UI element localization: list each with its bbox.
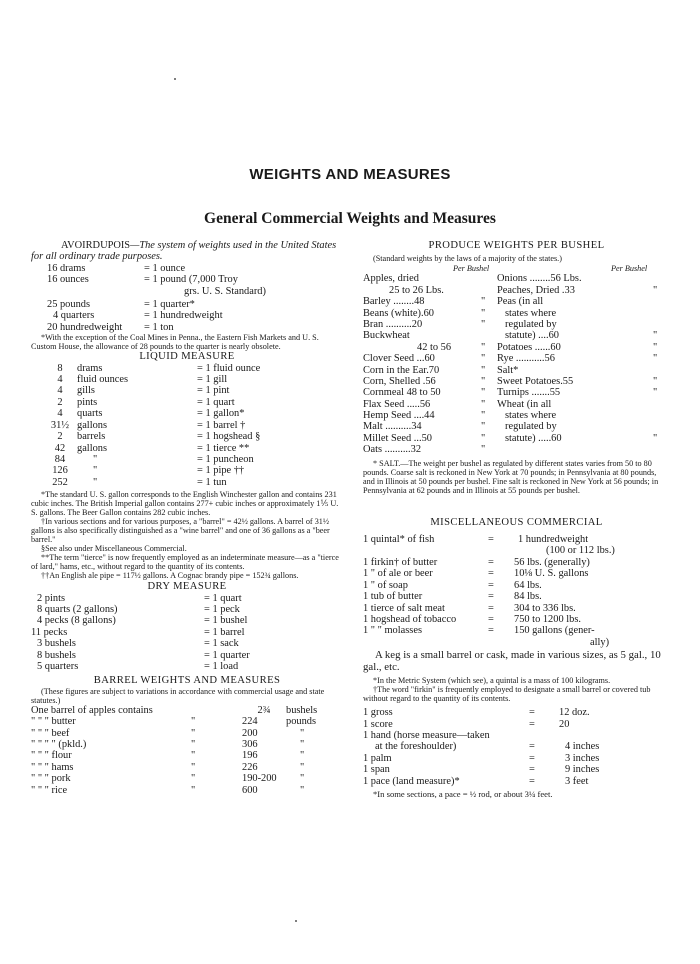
table-row: One barrel of apples contains 2¾ bushels — [31, 704, 318, 716]
table-row: 2 pints = 1 quart — [37, 592, 242, 604]
table-row: 84 " = 1 puncheon — [54, 453, 254, 465]
table-row: 31½ gallons = 1 barrel † — [50, 419, 246, 431]
keg-note: A keg is a small barrel or cask, made in various sizes, as 5 gal., 10 gal., etc. — [363, 649, 661, 674]
table-row: 2 barrels = 1 hogshead § — [57, 431, 261, 443]
produce-note: (Standard weights by the laws of a majority of the states.) — [373, 254, 562, 264]
liquid-footnote: †In various sections and for various purposes, a "barrel" = 42½ gallons. A barrel of 31½ gallons is also specifically distinguished as a "wine barrel" and one of 36 gallons as a "beer barrel." — [31, 517, 330, 545]
list-item: 42 to 56 " — [417, 341, 486, 353]
liquid-footnote: §See also under Miscellaneous Commercial. — [41, 544, 187, 554]
list-item: Salt* — [497, 364, 519, 376]
table-row: " " " " (pkld.) " 306 " — [31, 739, 305, 750]
table-row: 20 hundredweight = 1 ton — [47, 321, 174, 333]
table-row: 1 " " molasses = 150 gallons (gener- — [363, 625, 595, 637]
barrel-table — [31, 705, 317, 796]
table-row: 1 pace (land measure)* = 3 feet — [363, 775, 589, 787]
table-row: 11 pecks = 1 barrel — [31, 626, 245, 638]
table-row: 1 hand (horse measure—taken — [363, 729, 490, 741]
list-item: Beans (white).60 " — [363, 307, 486, 319]
per-bushel-headers — [363, 263, 670, 273]
liquid-footnote: ††An English ale pipe = 117½ gallons. A Cognac brandy pipe = 152¾ gallons. — [41, 571, 299, 581]
table-row: 8 bushels = 1 quarter — [37, 649, 250, 661]
table-row: 8 drams = 1 fluid ounce — [57, 362, 261, 374]
table-row: 1 tierce of salt meat = 304 to 336 lbs. — [363, 602, 576, 614]
dry-heading: DRY MEASURE — [147, 581, 227, 593]
table-row: " " " pork " 190-200 " — [31, 773, 305, 785]
table-row: 4 fluid ounces = 1 gill — [57, 374, 228, 386]
list-item: Corn, Shelled .56 " — [363, 375, 486, 387]
list-item: statute) .....60 " — [505, 432, 658, 444]
list-item: Peaches, Dried .33 " — [497, 284, 658, 296]
table-row: " " " rice " 600 " — [31, 784, 305, 796]
list-item: Malt ..........34 " — [363, 421, 486, 433]
list-item: Buckwheat — [363, 330, 410, 342]
table-row: (100 or 112 lbs.) — [546, 545, 615, 557]
table-row: 1 span = 9 inches — [363, 764, 600, 776]
table-row: 2 pints = 1 quart — [57, 396, 235, 408]
table-row: 1 " of soap = 64 lbs. — [363, 579, 542, 591]
table-row: at the foreshoulder) = 4 inches — [375, 741, 600, 753]
avoirdupois-footnote: *With the exception of the Coal Mines in Penna., the Eastern Fish Markets and U. S. Custom House, the allowance of 28 pounds to the quarter is nearly obsolete. — [31, 333, 319, 352]
table-row: 25 pounds = 1 quarter* — [47, 299, 195, 311]
misc-table — [363, 534, 615, 648]
misc-table-2 — [363, 707, 599, 787]
table-row: 1 palm = 3 inches — [363, 752, 600, 764]
produce-heading: PRODUCE WEIGHTS PER BUSHEL — [428, 240, 605, 251]
table-row: 4 quarts = 1 gallon* — [57, 408, 245, 420]
table-row: " " " flour " 196 " — [31, 750, 305, 762]
produce-left-list — [363, 273, 497, 455]
list-item: Oats ..........32 " — [363, 444, 486, 456]
list-item: Flax Seed .....56 " — [363, 398, 486, 410]
misc-heading: MISCELLANEOUS COMMERCIAL — [430, 516, 603, 528]
list-item: Barley ........48 " — [363, 296, 486, 308]
table-row: ally) — [590, 636, 610, 648]
table-row: grs. U. S. Standard) — [184, 285, 266, 297]
table-row: 42 gallons = 1 tierce ** — [54, 442, 250, 454]
right-column — [363, 240, 670, 799]
firkin-footnote: †The word "firkin" is frequently employed to designate a small barrel or covered tub without regard to the quantity of its contents. — [363, 685, 651, 704]
table-row: " " " butter " 224 pounds — [31, 716, 317, 728]
list-item: Millet Seed ...50 " — [363, 432, 486, 444]
table-row: 1 firkin† of butter = 56 lbs. (generally) — [363, 556, 590, 568]
avoirdupois-intro: AVOIRDUPOIS—The system of weights used in the United States for all ordinary trade purposes. — [31, 240, 337, 263]
produce-lists — [363, 273, 670, 455]
table-row: 16 drams = 1 ounce — [47, 262, 186, 274]
pace-footnote: *In some sections, a pace = ½ rod, or about 3¼ feet. — [373, 788, 553, 799]
page-subtitle: General Commercial Weights and Measures — [204, 210, 496, 227]
table-row: 1 hogshead of tobacco = 750 to 1200 lbs. — [363, 613, 581, 625]
table-row: 4 pecks (8 gallons) = 1 bushel — [37, 615, 248, 627]
table-row: 252 " = 1 tun — [52, 476, 227, 488]
avoirdupois-table — [47, 263, 266, 333]
list-item: Potatoes ......60 " — [497, 341, 658, 353]
table-row: 3 bushels = 1 sack — [37, 638, 239, 650]
list-item: Apples, dried — [363, 273, 419, 285]
page-title: WEIGHTS AND MEASURES — [249, 166, 451, 183]
list-item: Rye ...........56 " — [497, 353, 658, 365]
list-item: Onions ........56 Lbs. — [497, 273, 582, 285]
table-row: 8 quarts (2 gallons) = 1 peck — [37, 603, 240, 615]
table-row: 126 " = 1 pipe †† — [52, 465, 245, 477]
produce-right-list — [497, 273, 670, 455]
table-row: 4 gills = 1 pint — [57, 385, 230, 397]
list-item: Bran ..........20 " — [363, 318, 486, 330]
list-item: Sweet Potatoes.55 " — [497, 375, 658, 387]
list-item: regulated by — [505, 318, 557, 330]
list-item: Hemp Seed ....44 " — [363, 410, 486, 422]
list-item: Cornmeal 48 to 50 " — [363, 387, 486, 399]
list-item: Turnips .......55 " — [497, 387, 658, 399]
table-row: 1 gross = 12 doz. — [363, 707, 590, 719]
barrel-note: (These figures are subject to variations in accordance with commercial usage and state statutes.) — [31, 686, 325, 705]
per-bushel-label-left: Per Bushel — [453, 264, 490, 274]
per-bushel-label-right: Per Bushel — [611, 264, 648, 274]
table-row: 1 quintal* of fish = 1 hundredweight — [363, 534, 589, 546]
salt-footnote: * SALT.—The weight per bushel as regulated by different states varies from 50 to 80 pounds. Coarse salt is reckoned in New York at 70 pounds; in Pennsylvania at 80 pounds, and in Illinois at 50 pounds per bushel. Fine salt is reckoned in New York at 56 pounds; in Pennsylvania at 62 pounds and in Illinois at 55 pounds per bushel. — [363, 458, 659, 495]
list-item: regulated by — [505, 421, 557, 433]
list-item: states where — [505, 410, 557, 422]
table-row: 1 " of ale or beer = 10⅛ U. S. gallons — [363, 568, 589, 580]
table-row: 16 ounces = 1 pound (7,000 Troy — [47, 274, 238, 286]
list-item: 25 to 26 Lbs. — [389, 284, 444, 296]
table-row: 4 quarters = 1 hundredweight — [53, 310, 223, 322]
left-column — [31, 240, 343, 796]
scan-speck — [295, 920, 297, 922]
liquid-footnote: *The standard U. S. gallon corresponds to the English Winchester gallon and contains 231 cubic inches. The British Imperial gallon contains 277+ cubic inches or approximately 1⅕ U. S. gallons. The Beer Gallon contains 282 cubic inches. — [31, 490, 339, 518]
barrel-heading: BARREL WEIGHTS AND MEASURES — [93, 675, 281, 687]
liquid-table — [43, 363, 260, 488]
list-item: Clover Seed ...60 " — [363, 353, 486, 365]
list-item: states where — [505, 307, 557, 319]
scan-speck — [174, 78, 176, 80]
quintal-footnote: *In the Metric System (which see), a quintal is a mass of 100 kilograms. — [373, 676, 611, 686]
dry-table — [31, 593, 250, 673]
table-row: 1 score = 20 — [363, 718, 570, 730]
list-item: Corn in the Ear.70 " — [363, 364, 486, 376]
table-row: " " " hams " 226 " — [31, 761, 305, 773]
table-row: " " " beef " 200 " — [31, 727, 305, 739]
table-row: 1 tub of butter = 84 lbs. — [363, 591, 542, 603]
list-item: Peas (in all — [497, 296, 544, 308]
list-item: statute) ....60 " — [505, 330, 658, 342]
list-item: Wheat (in all — [497, 398, 552, 410]
table-row: 5 quarters = 1 load — [37, 660, 239, 672]
liquid-heading: LIQUID MEASURE — [139, 351, 235, 363]
liquid-footnote: **The term "tierce" is now frequently employed as an indeterminate measure—as a "tierce of lard," hams, etc., without regard to the quantity of its contents. — [31, 553, 339, 572]
